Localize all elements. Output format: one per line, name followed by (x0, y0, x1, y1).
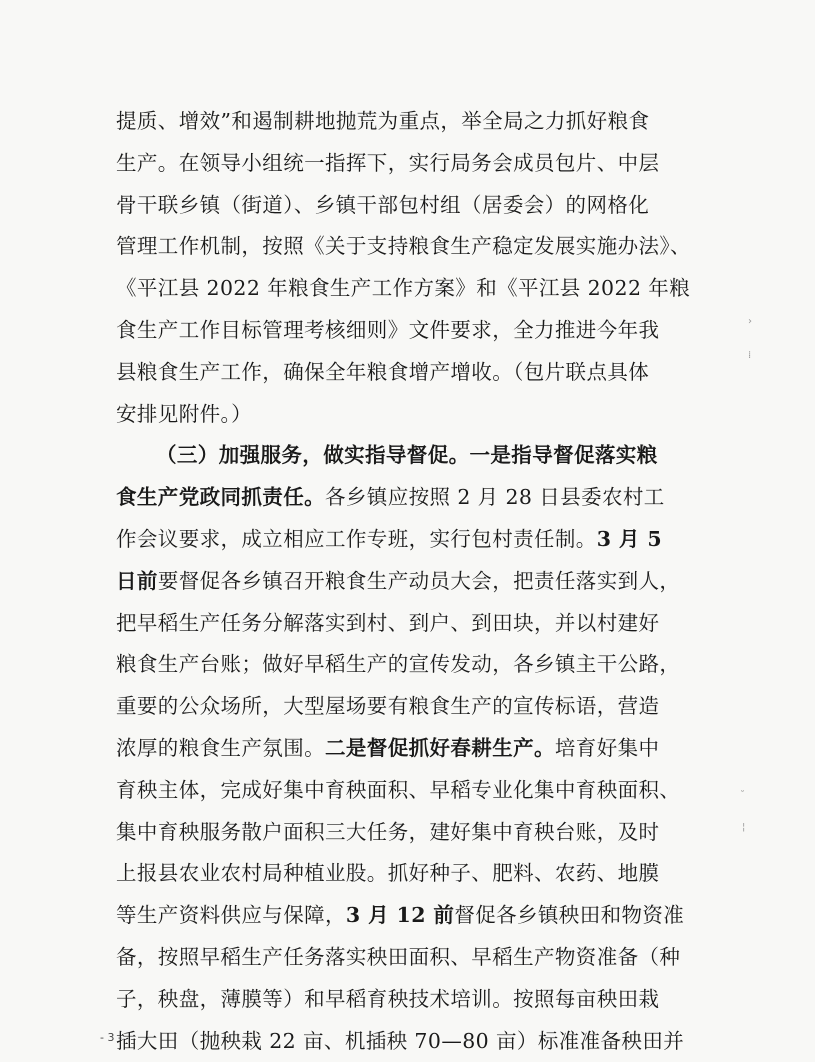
bold-text-segment: 食生产党政同抓责任。 (116, 485, 325, 510)
bold-text-segment: 3 月 5 (596, 526, 663, 551)
text-line (116, 728, 676, 770)
text-segment: 要督促各乡镇召开粮食生产动员大会，把责任落实到人， (157, 568, 681, 593)
text-line (116, 226, 691, 268)
text-segment: 培育好集中 (554, 735, 660, 760)
text-line (116, 603, 676, 645)
text-line (116, 937, 681, 979)
text-line (116, 268, 691, 310)
body-text (116, 101, 691, 1062)
scan-artifact: ¦ (742, 822, 746, 833)
scan-artifact: › (748, 316, 752, 327)
text-line (116, 895, 685, 937)
text-segment: 备，按照早稻生产任务落实秧田面积、早稻生产物资准备（种 (116, 944, 681, 969)
text-line (116, 1021, 685, 1062)
text-segment: 骨干联乡镇（街道）、乡镇干部包村组（居委会）的网格化 (116, 192, 650, 217)
text-segment: 浓厚的粮食生产氛围。 (116, 735, 325, 760)
text-line (116, 101, 676, 143)
page-number: - 3 - (100, 1031, 122, 1044)
text-segment: 等生产资料供应与保障， (116, 903, 346, 928)
text-segment: 管理工作机制，按照《关于支持粮食生产稳定发展实施办法》、 (116, 234, 691, 259)
text-line (116, 686, 676, 728)
text-segment: 提质、增效”和遏制耕地抛荒为重点，举全局之力抓好粮食 (116, 109, 650, 133)
text-line (116, 770, 681, 812)
text-segment: 县粮食生产工作，确保全年粮食增产增收。（包片联点具体 (116, 359, 650, 384)
text-segment: 把早稻生产任务分解落实到村、到户、到田块，并以村建好 (116, 610, 660, 635)
text-segment: 作会议要求，成立相应工作专班，实行包村责任制。 (116, 526, 597, 551)
text-segment: 集中育秧服务散户面积三大任务，建好集中育秧台账，及时 (116, 819, 660, 844)
text-segment: 插大田（抛秧栽 22 亩、机插秧 70—80 亩）标准准备秧田并 (116, 1028, 685, 1053)
text-line (116, 352, 676, 394)
text-line (116, 185, 676, 227)
bold-text-segment: 二是督促抓好春耕生产。 (325, 735, 555, 760)
text-segment: 《平江县 2022 年粮食生产工作方案》和《平江县 2022 年粮 (116, 276, 691, 301)
text-segment: 督促各乡镇秧田和物资准 (454, 903, 685, 928)
text-line (116, 477, 676, 519)
text-segment: 粮食生产台账；做好早稻生产的宣传发动，各乡镇主干公路， (116, 652, 681, 677)
text-segment: 安排见附件。） (116, 401, 253, 426)
text-line (116, 143, 676, 185)
text-line (116, 310, 676, 352)
bold-text-segment: 3 月 12 前 (345, 903, 455, 928)
text-segment: 重要的公众场所，大型屋场要有粮食生产的宣传标语，营造 (116, 694, 660, 719)
text-line (116, 519, 676, 561)
text-line (116, 435, 676, 477)
text-line (116, 561, 681, 603)
text-segment: 育秧主体，完成好集中育秧面积、早稻专业化集中育秧面积、 (116, 777, 681, 802)
text-line (116, 812, 676, 854)
text-segment: 上报县农业农村局种植业股。抓好种子、肥料、农药、地膜 (116, 861, 660, 886)
text-line (116, 644, 681, 686)
scan-artifact: ⁞ (748, 350, 752, 361)
text-line (116, 394, 676, 436)
text-segment: 生产。在领导小组统一指挥下，实行局务会成员包片、中层 (116, 150, 660, 175)
text-segment: 食生产工作目标管理考核细则》文件要求，全力推进今年我 (116, 317, 660, 342)
text-line (116, 979, 676, 1021)
text-segment: 子，秧盘，薄膜等）和早稻育秧技术培训。按照每亩秧田栽 (116, 986, 660, 1011)
text-segment: 各乡镇应按照 2 月 28 日县委农村工 (325, 485, 665, 510)
scan-artifact: ˘ (740, 790, 745, 801)
text-line (116, 853, 676, 895)
bold-text-segment: （三）加强服务，做实指导督促。一是指导督促落实粮 (156, 443, 658, 468)
bold-text-segment: 日前 (116, 568, 158, 593)
